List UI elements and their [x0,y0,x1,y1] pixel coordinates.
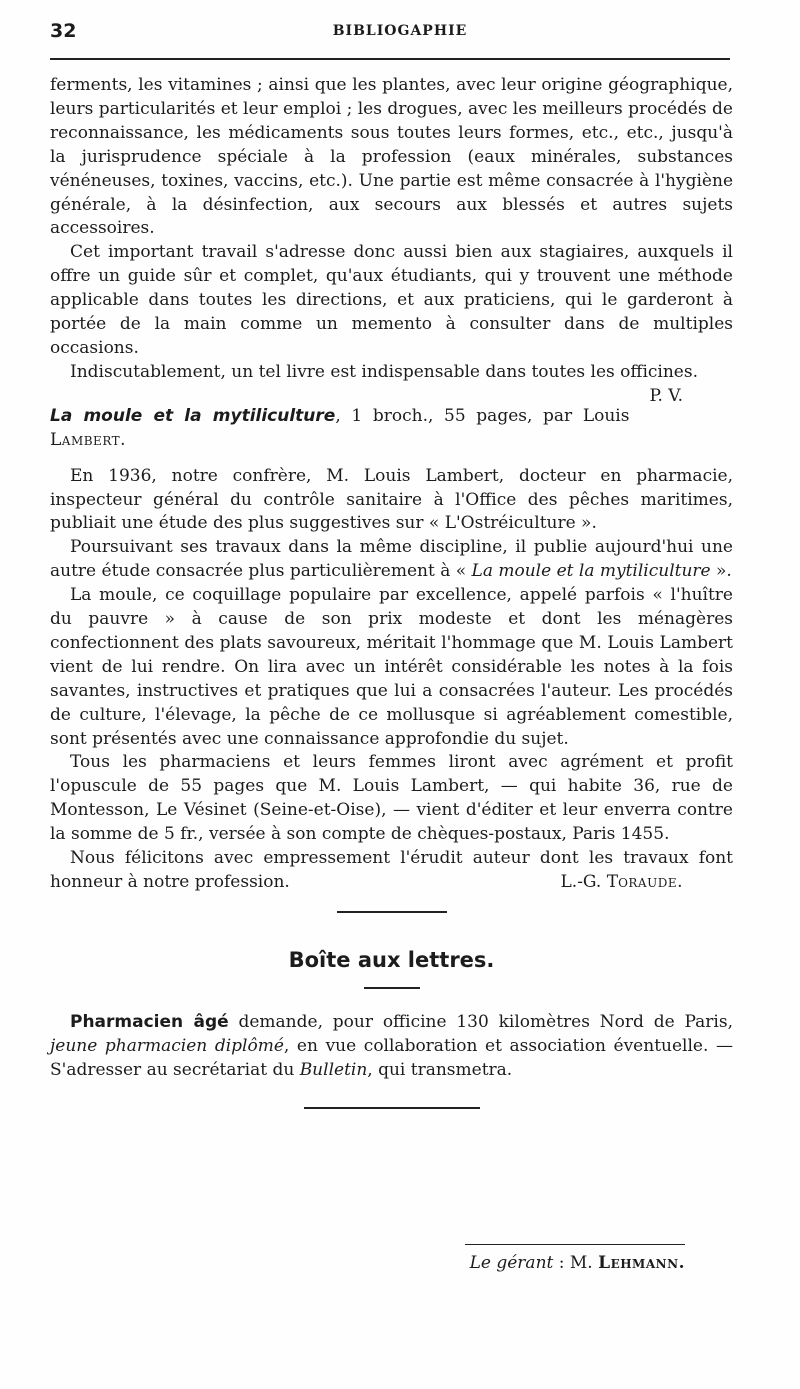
review1-paragraph-2: Cet important travail s'adresse donc aussi bien aux stagiaires, auxquels il offre un guide sûr et complet, qu'aux étudiants, qui y trouvent une méthode applicable dans toutes les directions, et aux praticiens, qui le garderont à portée de la main comme un memento à consulter dans de multiples occasions. [50,242,733,358]
mailbox-ad-a: demande, pour officine 130 kilomètres Nord de Paris, [228,1011,733,1032]
gerant-separator: : M. [553,1253,599,1273]
gerant-name: Lehmann. [598,1253,685,1273]
review1-paragraph-1: ferments, les vitamines ; ainsi que les plantes, avec leur origine géographique, leurs particularités et leur emploi ; les drogues, avec les meilleurs procédés de reconnaissance, les médicaments sous toutes leurs formes, etc., etc., jusqu'à la jurisprudence spéciale à la profession (eaux minérales, substances vénéneuses, toxines, vaccins, etc.). Une partie est même consacrée à l'hygiène générale, à la désinfection, aux secours aux blessés et autres sujets accessoires. [50,75,733,239]
review2-signature-rest: oraude. [618,872,683,892]
review2-details: , 1 broch., 55 pages, par Louis [335,405,630,426]
review2-paragraph-4: Tous les pharmaciens et leurs femmes liront avec agrément et profit l'opuscule de 55 pages que M. Louis Lambert, — qui habite 36, rue de Montesson, Le Vésinet (Seine-et-Oise), — vient d'éditer et leur enverra contre la somme de 5 fr., versée à son compte de chèques-postaux, Paris 1455. [50,752,733,845]
mailbox-ad-italic-2: Bulletin [299,1059,368,1080]
running-title: BIBLIOGAPHIE [332,23,468,39]
gerant-label: Le gérant [469,1253,554,1273]
review2-paragraph-2-italic: La moule et la mytiliculture [471,561,711,582]
section-divider [337,911,447,913]
review2-paragraph-2-a: Poursuivant ses travaux dans la même discipline, il publie aujourd'hui une autre étude consacrée plus particulièrement à « [50,537,733,582]
review2-signature [541,871,734,895]
review1-paragraph-3-text: Indiscutablement, un tel livre est indispensable dans toutes les officines. [70,361,698,382]
page-number: 32 [50,20,77,42]
header-rule [50,58,730,60]
gerant-line [465,1253,685,1273]
mailbox-ad-b: , en vue collaboration et association éventuelle. — S'adresser au secrétariat du [50,1035,733,1080]
review2-paragraph-1: En 1936, notre confrère, M. Louis Lambert, docteur en pharmacie, inspecteur général du contrôle sanitaire à l'Office des pêches maritimes, publiait une étude des plus suggestives sur « L'Ostréiculture ». [50,465,733,534]
review2-signature-initials: L.-G. T [560,872,619,892]
mailbox-title-rule [364,987,420,989]
review2-author: Lambert [50,429,121,450]
mailbox-ad-c: , qui transmetra. [367,1059,513,1080]
review2-author-end: . [120,429,126,450]
review2-paragraph-3: La moule, ce coquillage populaire par excellence, appelé parfois « l'huître du pauvre » à cause de son prix modeste et dont les ménagères confectionnent des plats savoureux, méritait l'hommage que M. Louis Lambert vient de lui rendre. On lira avec un intérêt considérable les notes à la fois savantes, instructives et pratiques que lui a consacrées l'auteur. Les procédés de culture, l'élevage, la pêche de ce mollusque si agréablement comestible, sont présentés avec une connaissance approfondie du sujet. [50,585,733,749]
running-head [0,0,800,60]
review2-paragraph-5 [50,847,733,895]
review2-title: La moule et la mytiliculture [50,405,336,426]
mailbox-ad-lead: Pharmacien âgé [70,1011,229,1032]
gerant-rule [465,1244,685,1245]
mailbox-title: Boîte aux lettres. [288,947,495,972]
mailbox-end-rule [304,1107,480,1109]
review2-paragraph-2 [50,536,733,584]
mailbox-ad-italic-1: jeune pharmacien diplômé [50,1035,284,1056]
review1-signature: P. V. [649,385,683,406]
review1-paragraph-3 [50,361,733,406]
mailbox-ad [50,1011,733,1083]
gerant-block [465,1244,685,1273]
review2-paragraph-5-text: Nous félicitons avec empressement l'érudit auteur dont les travaux font honneur à notre profession. [50,848,733,892]
page-body [50,74,733,1109]
review2-heading [50,405,733,453]
review2-paragraph-2-b: ». [710,561,732,582]
